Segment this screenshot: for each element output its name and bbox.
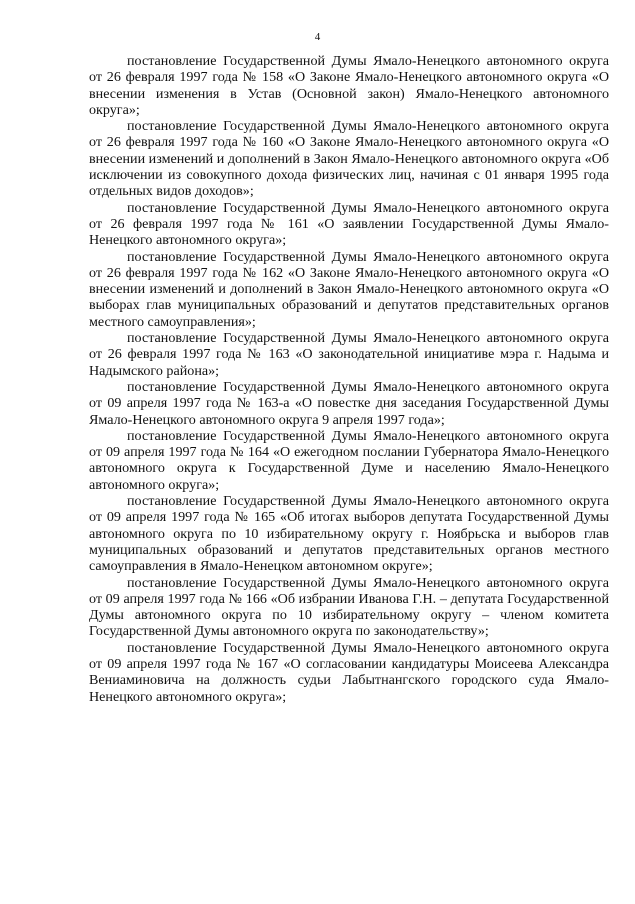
resolution-paragraph-9: постановление Государственной Думы Ямало-Ненецкого автономного округа от 09 апреля 1997 года № 166 «Об избрании Иванова Г.Н. – депутата Государственной Думы автономного округа по 10 избирательному округу – членом комитета Государственной Думы автономного округа по законодательству»; <box>89 574 609 640</box>
resolution-paragraph-10: постановление Государственной Думы Ямало-Ненецкого автономного округа от 09 апреля 1997 года № 167 «О согласовании кандидатуры Моисеева Александра Вениаминовича на должность судьи Лабытнангского городского суда Ямало-Ненецкого автономного округа»; <box>89 639 609 705</box>
resolution-paragraph-7: постановление Государственной Думы Ямало-Ненецкого автономного округа от 09 апреля 1997 года № 164 «О ежегодном послании Губернатора Ямало-Ненецкого автономного округа к Государственной Думе и населению Ямало-Ненецкого автономного округа»; <box>89 427 609 493</box>
page-number: 4 <box>314 31 321 43</box>
document-body <box>89 53 609 705</box>
resolution-paragraph-4: постановление Государственной Думы Ямало-Ненецкого автономного округа от 26 февраля 1997 года № 162 «О Законе Ямало-Ненецкого автономного округа «О внесении изменений и дополнений в Закон Ямало-Ненецкого автономного округа «О выборах глав муниципальных образований и депутатов представительных органов местного самоуправления»; <box>89 248 609 330</box>
resolution-paragraph-2: постановление Государственной Думы Ямало-Ненецкого автономного округа от 26 февраля 1997 года № 160 «О Законе Ямало-Ненецкого автономного округа «О внесении изменений и дополнений в Закон Ямало-Ненецкого автономного округа «Об исключении из совокупного дохода физических лиц, начиная с 01 января 1995 года отдельных видов доходов»; <box>89 118 609 200</box>
resolution-paragraph-6: постановление Государственной Думы Ямало-Ненецкого автономного округа от 09 апреля 1997 года № 163-а «О повестке дня заседания Государственной Думы Ямало-Ненецкого автономного округа 9 апреля 1997 года»; <box>89 378 609 428</box>
resolution-paragraph-3: постановление Государственной Думы Ямало-Ненецкого автономного округа от 26 февраля 1997 года № 161 «О заявлении Государственной Думы Ямало-Ненецкого автономного округа»; <box>89 199 609 249</box>
resolution-paragraph-1: постановление Государственной Думы Ямало-Ненецкого автономного округа от 26 февраля 1997 года № 158 «О Законе Ямало-Ненецкого автономного округа «О внесении изменения в Устав (Основной закон) Ямало-Ненецкого автономного округа»; <box>89 53 609 118</box>
resolution-paragraph-5: постановление Государственной Думы Ямало-Ненецкого автономного округа от 26 февраля 1997 года № 163 «О законодательной инициативе мэра г. Надыма и Надымского района»; <box>89 330 609 379</box>
resolution-paragraph-8: постановление Государственной Думы Ямало-Ненецкого автономного округа от 09 апреля 1997 года № 165 «Об итогах выборов депутата Государственной Думы автономного округа по 10 избирательному округу г. Ноябрьска и выборов глав муниципальных образований и депутатов представительных органов местного самоуправления в Ямало-Ненецком автономном округе»; <box>89 493 609 575</box>
